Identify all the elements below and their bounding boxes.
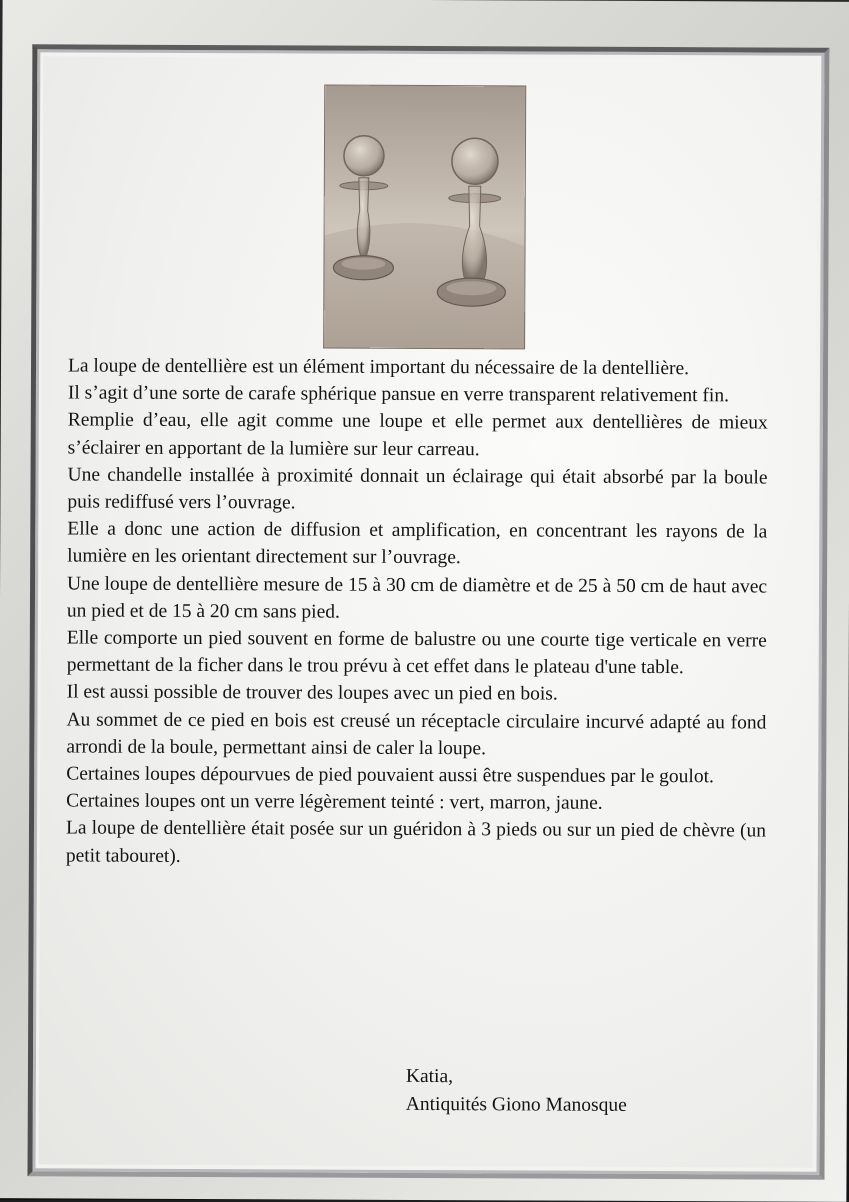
paragraph: La loupe de dentellière est un élément important du nécessaire de la dentellière. — [67, 355, 690, 380]
signature-shop: Antiquités Giono Manosque — [405, 1093, 627, 1116]
paragraph: Certaines loupes ont un verre légèrement teinté : vert, marron, jaune. — [66, 790, 603, 815]
paragraph: Une chandelle installée à proximité donnait un éclairage qui était absorbé par la boule puis rediffusé vers l’ouvrage. — [67, 464, 768, 514]
article-text — [66, 352, 768, 872]
paragraph: Au sommet de ce pied en bois est creusé un réceptacle circulaire incurvé adapté au fond arrondi de la boule, permettant ainsi de caler la loupe. — [66, 709, 767, 760]
lace-maker-loupes-photo — [324, 86, 525, 349]
signature-name: Katia, — [405, 1065, 454, 1088]
paragraph: Elle comporte un pied souvent en forme de balustre ou une courte tige verticale en verre permettant de la ficher dans le trou prévu à cet effet dans le plateau d'une table. — [66, 627, 767, 679]
paragraph: La loupe de dentellière était posée sur un guéridon à 3 pieds ou sur un pied de chèvre (un petit tabouret). — [65, 817, 767, 867]
paragraph: Elle a donc une action de diffusion et amplification, en concentrant les rayons de la lumière en les orientant directement sur l’ouvrage. — [67, 518, 768, 569]
paragraph: Remplie d’eau, elle agit comme une loupe et elle permet aux dentellières de mieux s’éclairer en apportant de la lumière sur leur carreau. — [67, 409, 768, 460]
framed-document — [39, 56, 818, 1167]
paragraph: Il est aussi possible de trouver des loupes avec un pied en bois. — [66, 681, 558, 706]
paragraph: Il s’agit d’une sorte de carafe sphérique pansue en verre transparent relativement fin. — [67, 382, 730, 407]
signature — [406, 1063, 627, 1120]
glass-loupes-illustration — [324, 86, 525, 349]
paragraph: Une loupe de dentellière mesure de 15 à 30 cm de diamètre et de 25 à 50 cm de haut avec un pied et de 15 à 20 cm sans pied. — [66, 573, 768, 623]
paragraph: Certaines loupes dépourvues de pied pouvaient aussi être suspendues par le goulot. — [66, 763, 714, 788]
